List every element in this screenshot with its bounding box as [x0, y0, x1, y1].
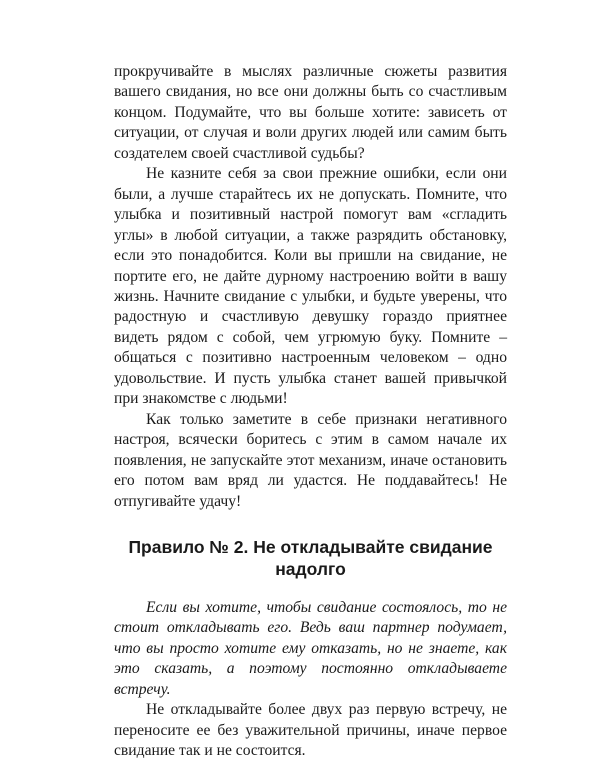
- paragraph-negative-mood: Как только заметите в себе признаки негативного настроя, всячески боритесь с этим в самом начале их появления, не запускайте этот механизм, иначе остановить его потом вам вряд ли удастся. Не поддавайтесь! Не отпугивайте удачу!: [114, 410, 507, 510]
- page-text-block: [114, 62, 507, 762]
- rule-epigraph: Если вы хотите, чтобы свидание состоялось, то не стоит откладывать его. Ведь ваш партнер подумает, что вы просто хотите ему отказать, но не знаете, как это сказать, а поэтому постоянно откладываете встречу.: [114, 598, 507, 698]
- rule-heading: Правило № 2. Не откладывайте свидание надолго: [128, 536, 493, 579]
- paragraph-closing: Не откладывайте более двух раз первую встречу, не переносите ее без уважительной причины, иначе первое свидание так и не состоится.: [114, 701, 507, 760]
- paragraph-continued: прокручивайте в мыслях различные сюжеты развития вашего свидания, но все они должны быть со счастливым концом. Подумайте, что вы больше хотите: зависеть от ситуации, от случая и воли других людей или самим быть создателем своей счастливой судьбы?: [114, 63, 507, 162]
- paragraph-mistakes: Не казните себя за свои прежние ошибки, если они были, а лучше старайтесь их не допускать. Помните, что улыбка и позитивный настрой помогут вам «сгладить углы» в любой ситуации, а также разрядить обстановку, если это понадобится. Коли вы пришли на свидание, не портите его, не дайте дурному настроению войти в вашу жизнь. Начните свидание с улыбки, и будьте уверены, что радостную и счастливую девушку гораздо приятнее видеть рядом с собой, чем угрюмую буку. Помните – общаться с позитивно настроенным человеком – одно удовольствие. И пусть улыбка станет вашей привычкой при знакомстве с людьми!: [114, 165, 507, 408]
